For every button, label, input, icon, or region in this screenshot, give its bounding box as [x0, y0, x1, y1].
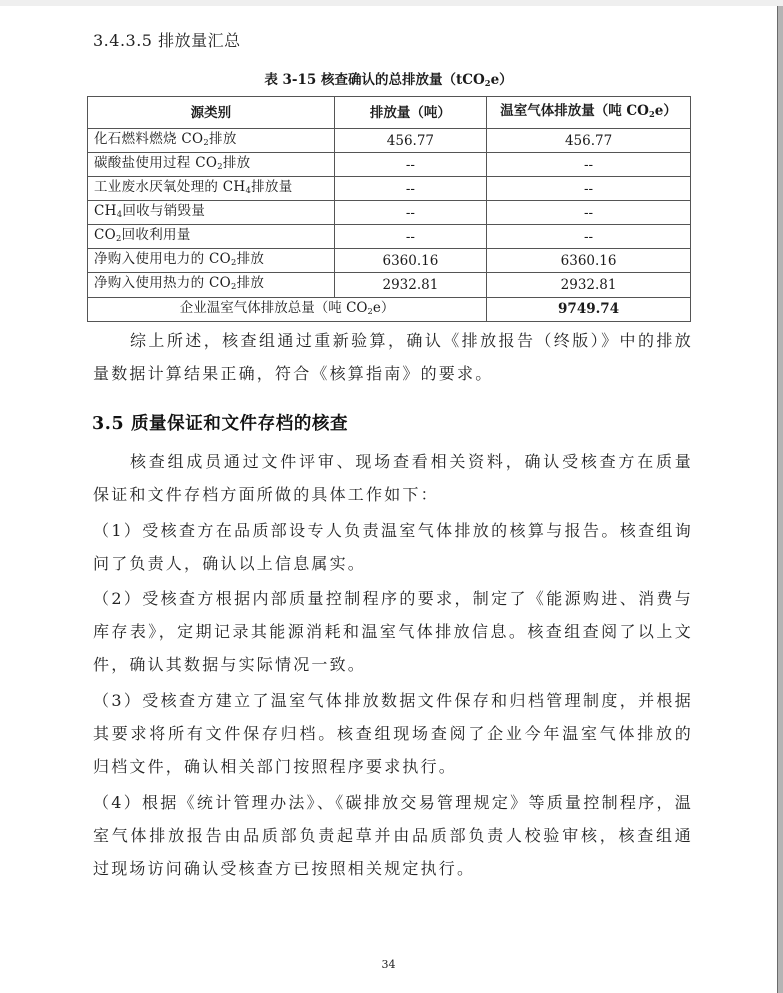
table-row [88, 153, 691, 177]
section-intro: 核查组成员通过文件评审、现场查看相关资料，确认受核查方在质量保证和文件存档方面所做的具体工作如下： [93, 452, 693, 504]
page-number: 34 [381, 958, 396, 971]
ghg-cell: -- [487, 153, 691, 177]
emission-cell: 6360.16 [334, 249, 486, 273]
source-cell [88, 225, 335, 249]
source-sub: 2 [116, 233, 122, 244]
page-edge-shadow [777, 6, 783, 993]
emission-cell: -- [334, 153, 486, 177]
subsection-heading: 3.4.3.5 排放量汇总 [93, 31, 241, 50]
source-cell [88, 153, 335, 177]
emission-cell: -- [334, 177, 486, 201]
ghg-cell: 6360.16 [487, 249, 691, 273]
conclusion-paragraph: 综上所述，核查组通过重新验算，确认《排放报告（终版）》中的排放量数据计算结果正确，符合《核算指南》的要求。 [93, 331, 693, 383]
header-emission: 排放量（吨） [334, 97, 486, 129]
total-label-suffix: e） [372, 299, 395, 316]
list-item: （1）受核查方在品质部设专人负责温室气体排放的核算与报告。核查组询问了负责人，确认以上信息属实。 [93, 521, 693, 573]
list-item: （4）根据《统计管理办法》、《碳排放交易管理规定》等质量控制程序，温室气体排放报告由品质部负责起草并由品质部负责人校验审核，核查组通过现场访问确认受核查方已按照相关规定执行。 [93, 793, 693, 878]
table-row [88, 201, 691, 225]
source-sub: 4 [116, 209, 123, 220]
source-cell [88, 129, 335, 153]
list-item: （2）受核查方根据内部质量控制程序的要求，制定了《能源购进、消费与库存表》，定期记录其能源消耗和温室气体排放信息。核查组查阅了以上文件，确认其数据与实际情况一致。 [93, 589, 693, 674]
source-sub: 2 [217, 161, 223, 172]
table-row [88, 129, 691, 153]
source-cell [88, 249, 335, 273]
emission-cell: 2932.81 [334, 273, 486, 297]
total-label-prefix: 企业温室气体排放总量（吨 CO [179, 299, 368, 316]
source-text: 工业废水厌氧处理的 CH [94, 179, 246, 196]
ghg-cell: -- [487, 177, 691, 201]
source-text: 化石燃料燃烧 CO [94, 131, 204, 147]
ghg-cell: -- [487, 201, 691, 225]
header-ghg [487, 97, 691, 129]
total-label-sub: 2 [367, 305, 373, 316]
emission-cell: -- [334, 225, 486, 249]
source-text-post: 排放 [222, 155, 251, 172]
emissions-table [87, 96, 691, 322]
table-header-row [88, 97, 691, 129]
table-total-row [88, 297, 691, 321]
list-item: （3）受核查方建立了温室气体排放数据文件保存和归档管理制度，并根据其要求将所有文件保存归档。核查组现场查阅了企业今年温室气体排放的归档文件，确认相关部门按照程序要求执行。 [93, 691, 693, 776]
source-text-post: 排放量 [251, 179, 293, 196]
header-ghg-prefix: 温室气体排放量（吨 CO [500, 102, 649, 119]
table-row [88, 225, 691, 249]
source-text: 净购入使用热力的 CO [94, 275, 231, 292]
source-text-post: 排放 [236, 275, 265, 292]
source-cell [88, 201, 335, 225]
source-text-post: 排放 [209, 131, 237, 147]
source-sub: 4 [245, 185, 252, 196]
table-row [88, 249, 691, 273]
source-text-post: 回收利用量 [121, 227, 191, 244]
viewer-top-strip [0, 0, 783, 6]
table-row [88, 177, 691, 201]
ghg-cell: 2932.81 [487, 273, 691, 297]
source-text-post: 排放 [236, 251, 265, 268]
source-text: CO [94, 227, 116, 244]
ghg-cell: -- [487, 225, 691, 249]
source-cell [88, 273, 335, 297]
source-text: 净购入使用电力的 CO [94, 251, 231, 268]
header-ghg-suffix: e） [654, 102, 677, 119]
emission-cell: -- [334, 201, 486, 225]
source-sub: 2 [231, 257, 237, 268]
caption-suffix: e） [490, 72, 513, 88]
ghg-cell: 456.77 [487, 129, 691, 153]
source-cell [88, 177, 335, 201]
source-text: 碳酸盐使用过程 CO [94, 155, 218, 172]
header-source: 源类别 [88, 97, 335, 129]
table-caption [87, 68, 690, 88]
total-value: 9749.74 [487, 297, 691, 321]
source-text-post: 回收与销毁量 [122, 203, 206, 220]
header-ghg-sub: 2 [648, 109, 655, 120]
total-label [88, 297, 487, 321]
source-sub: 2 [203, 137, 210, 148]
table-row [88, 273, 691, 297]
source-text: CH [94, 203, 117, 220]
emission-cell: 456.77 [334, 129, 486, 153]
caption-sub: 2 [484, 78, 491, 89]
caption-prefix: 表 3-15 核查确认的总排放量（tCO [264, 72, 485, 88]
section-title: 3.5 质量保证和文件存档的核查 [92, 414, 349, 434]
source-sub: 2 [231, 281, 237, 292]
